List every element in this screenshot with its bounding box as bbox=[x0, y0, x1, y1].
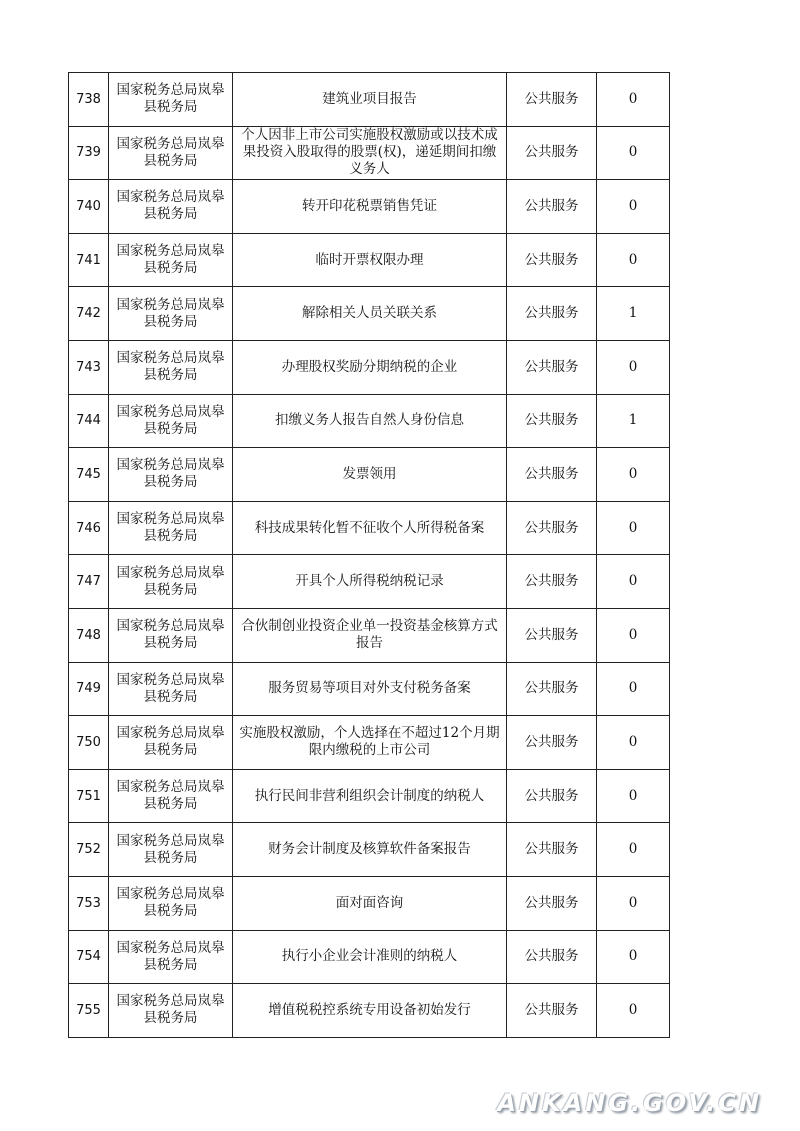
table-row bbox=[69, 876, 670, 930]
row-number-cell: 744 bbox=[69, 394, 109, 448]
department-cell: 国家税务总局岚皋县税务局 bbox=[109, 876, 233, 930]
service-item-cell: 增值税税控系统专用设备初始发行 bbox=[233, 984, 507, 1038]
row-number-cell: 745 bbox=[69, 448, 109, 502]
table-row bbox=[69, 984, 670, 1038]
category-cell: 公共服务 bbox=[507, 716, 597, 770]
service-item-cell: 建筑业项目报告 bbox=[233, 73, 507, 127]
department-cell: 国家税务总局岚皋县税务局 bbox=[109, 287, 233, 341]
row-number-cell: 752 bbox=[69, 823, 109, 877]
count-cell: 0 bbox=[597, 769, 670, 823]
department-cell: 国家税务总局岚皋县税务局 bbox=[109, 448, 233, 502]
count-cell: 0 bbox=[597, 126, 670, 180]
table-row bbox=[69, 608, 670, 662]
department-cell: 国家税务总局岚皋县税务局 bbox=[109, 501, 233, 555]
category-cell: 公共服务 bbox=[507, 608, 597, 662]
service-item-cell: 解除相关人员关联关系 bbox=[233, 287, 507, 341]
service-item-cell: 个人因非上市公司实施股权激励或以技术成果投资入股取得的股票(权)，递延期间扣缴义务人 bbox=[233, 126, 507, 180]
table-row bbox=[69, 501, 670, 555]
row-number-cell: 755 bbox=[69, 984, 109, 1038]
count-cell: 0 bbox=[597, 823, 670, 877]
department-cell: 国家税务总局岚皋县税务局 bbox=[109, 555, 233, 609]
category-cell: 公共服务 bbox=[507, 448, 597, 502]
table-row bbox=[69, 126, 670, 180]
row-number-cell: 739 bbox=[69, 126, 109, 180]
table-row bbox=[69, 180, 670, 234]
table-row bbox=[69, 555, 670, 609]
department-cell: 国家税务总局岚皋县税务局 bbox=[109, 662, 233, 716]
category-cell: 公共服务 bbox=[507, 984, 597, 1038]
category-cell: 公共服务 bbox=[507, 233, 597, 287]
service-item-cell: 临时开票权限办理 bbox=[233, 233, 507, 287]
service-item-cell: 办理股权奖励分期纳税的企业 bbox=[233, 340, 507, 394]
category-cell: 公共服务 bbox=[507, 126, 597, 180]
row-number-cell: 748 bbox=[69, 608, 109, 662]
table-row bbox=[69, 930, 670, 984]
row-number-cell: 738 bbox=[69, 73, 109, 127]
department-cell: 国家税务总局岚皋县税务局 bbox=[109, 180, 233, 234]
row-number-cell: 754 bbox=[69, 930, 109, 984]
service-item-cell: 转开印花税票销售凭证 bbox=[233, 180, 507, 234]
table-row bbox=[69, 73, 670, 127]
category-cell: 公共服务 bbox=[507, 287, 597, 341]
table-row bbox=[69, 233, 670, 287]
site-watermark: ANKANG.GOV.CN bbox=[497, 1089, 762, 1117]
category-cell: 公共服务 bbox=[507, 73, 597, 127]
row-number-cell: 746 bbox=[69, 501, 109, 555]
row-number-cell: 743 bbox=[69, 340, 109, 394]
department-cell: 国家税务总局岚皋县税务局 bbox=[109, 930, 233, 984]
service-item-cell: 实施股权激励，个人选择在不超过12个月期限内缴税的上市公司 bbox=[233, 716, 507, 770]
row-number-cell: 747 bbox=[69, 555, 109, 609]
department-cell: 国家税务总局岚皋县税务局 bbox=[109, 394, 233, 448]
count-cell: 0 bbox=[597, 608, 670, 662]
department-cell: 国家税务总局岚皋县税务局 bbox=[109, 233, 233, 287]
count-cell: 1 bbox=[597, 287, 670, 341]
category-cell: 公共服务 bbox=[507, 501, 597, 555]
count-cell: 0 bbox=[597, 716, 670, 770]
department-cell: 国家税务总局岚皋县税务局 bbox=[109, 608, 233, 662]
row-number-cell: 740 bbox=[69, 180, 109, 234]
department-cell: 国家税务总局岚皋县税务局 bbox=[109, 716, 233, 770]
category-cell: 公共服务 bbox=[507, 394, 597, 448]
table-body bbox=[69, 73, 670, 1038]
table-row bbox=[69, 769, 670, 823]
row-number-cell: 749 bbox=[69, 662, 109, 716]
category-cell: 公共服务 bbox=[507, 662, 597, 716]
department-cell: 国家税务总局岚皋县税务局 bbox=[109, 823, 233, 877]
department-cell: 国家税务总局岚皋县税务局 bbox=[109, 340, 233, 394]
department-cell: 国家税务总局岚皋县税务局 bbox=[109, 126, 233, 180]
category-cell: 公共服务 bbox=[507, 769, 597, 823]
category-cell: 公共服务 bbox=[507, 180, 597, 234]
department-cell: 国家税务总局岚皋县税务局 bbox=[109, 984, 233, 1038]
table-row bbox=[69, 448, 670, 502]
service-item-cell: 合伙制创业投资企业单一投资基金核算方式报告 bbox=[233, 608, 507, 662]
category-cell: 公共服务 bbox=[507, 876, 597, 930]
category-cell: 公共服务 bbox=[507, 823, 597, 877]
count-cell: 0 bbox=[597, 233, 670, 287]
count-cell: 0 bbox=[597, 984, 670, 1038]
count-cell: 1 bbox=[597, 394, 670, 448]
table-row bbox=[69, 662, 670, 716]
count-cell: 0 bbox=[597, 662, 670, 716]
department-cell: 国家税务总局岚皋县税务局 bbox=[109, 769, 233, 823]
service-item-cell: 面对面咨询 bbox=[233, 876, 507, 930]
service-item-cell: 发票领用 bbox=[233, 448, 507, 502]
count-cell: 0 bbox=[597, 555, 670, 609]
count-cell: 0 bbox=[597, 448, 670, 502]
row-number-cell: 742 bbox=[69, 287, 109, 341]
service-item-cell: 服务贸易等项目对外支付税务备案 bbox=[233, 662, 507, 716]
table-row bbox=[69, 287, 670, 341]
category-cell: 公共服务 bbox=[507, 930, 597, 984]
service-item-cell: 科技成果转化暂不征收个人所得税备案 bbox=[233, 501, 507, 555]
service-item-cell: 财务会计制度及核算软件备案报告 bbox=[233, 823, 507, 877]
count-cell: 0 bbox=[597, 340, 670, 394]
row-number-cell: 753 bbox=[69, 876, 109, 930]
count-cell: 0 bbox=[597, 73, 670, 127]
table-row bbox=[69, 716, 670, 770]
service-items-table bbox=[68, 72, 670, 1038]
category-cell: 公共服务 bbox=[507, 340, 597, 394]
table-row bbox=[69, 394, 670, 448]
row-number-cell: 741 bbox=[69, 233, 109, 287]
service-item-cell: 执行民间非营利组织会计制度的纳税人 bbox=[233, 769, 507, 823]
service-item-cell: 执行小企业会计准则的纳税人 bbox=[233, 930, 507, 984]
service-item-cell: 开具个人所得税纳税记录 bbox=[233, 555, 507, 609]
count-cell: 0 bbox=[597, 180, 670, 234]
table-row bbox=[69, 340, 670, 394]
row-number-cell: 750 bbox=[69, 716, 109, 770]
count-cell: 0 bbox=[597, 876, 670, 930]
count-cell: 0 bbox=[597, 930, 670, 984]
table-row bbox=[69, 823, 670, 877]
service-item-cell: 扣缴义务人报告自然人身份信息 bbox=[233, 394, 507, 448]
row-number-cell: 751 bbox=[69, 769, 109, 823]
category-cell: 公共服务 bbox=[507, 555, 597, 609]
count-cell: 0 bbox=[597, 501, 670, 555]
department-cell: 国家税务总局岚皋县税务局 bbox=[109, 73, 233, 127]
